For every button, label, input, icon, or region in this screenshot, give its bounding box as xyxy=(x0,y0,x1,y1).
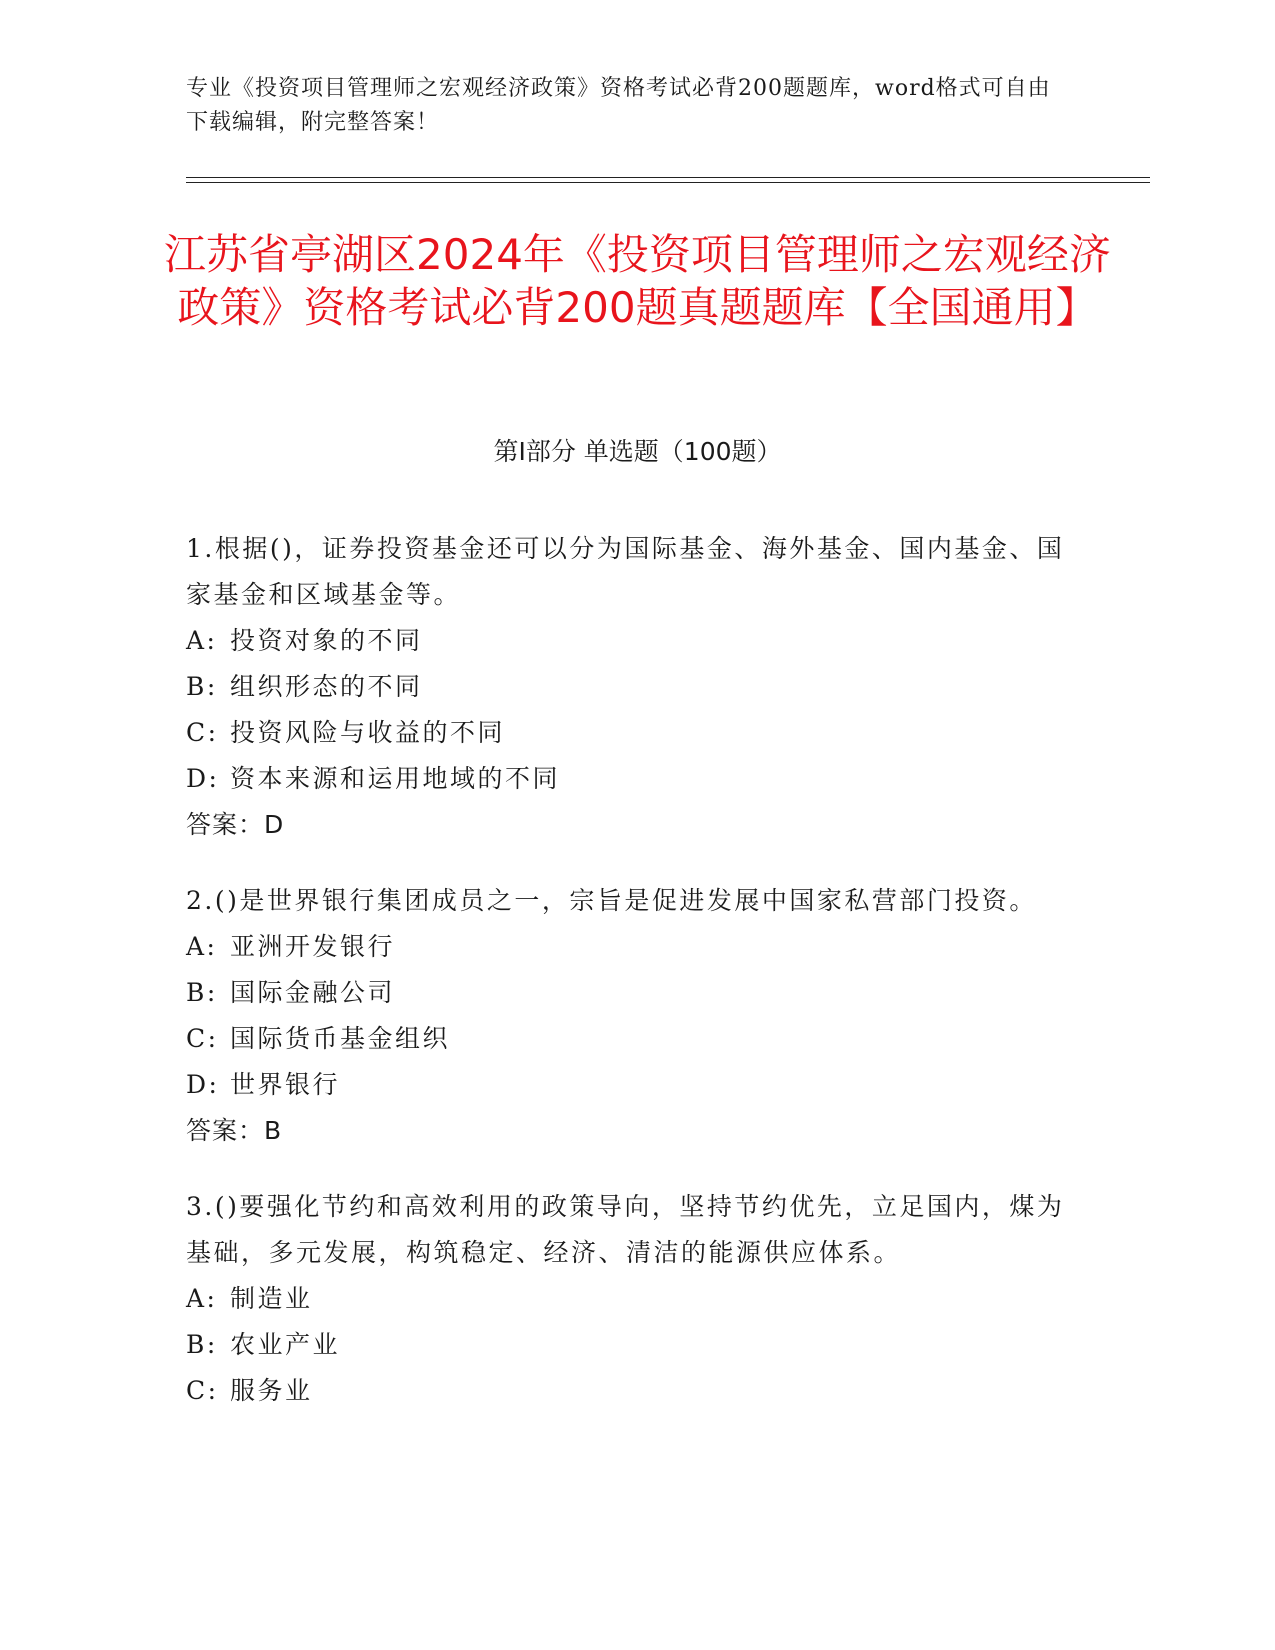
option-b xyxy=(186,664,1066,710)
document-title: 江苏省亭湖区2024年《投资项目管理师之宏观经济政策》资格考试必背200题真题题库【全国通用】 xyxy=(164,230,1111,332)
option-c xyxy=(186,710,1066,756)
option-text: 服务业 xyxy=(230,1376,313,1405)
question-list xyxy=(186,526,1066,1444)
option-letter: C: xyxy=(186,1376,219,1405)
option-letter: C: xyxy=(186,718,219,747)
option-letter: A: xyxy=(186,626,218,655)
question-1 xyxy=(186,526,1066,848)
option-b xyxy=(186,970,1066,1016)
option-letter: D: xyxy=(186,1070,220,1099)
option-text: 国际货币基金组织 xyxy=(230,1024,451,1053)
question-stem: 3.()要强化节约和高效利用的政策导向，坚持节约优先，立足国内，煤为基础，多元发展，构筑稳定、经济、清洁的能源供应体系。 xyxy=(186,1192,1065,1267)
option-a xyxy=(186,924,1066,970)
option-d xyxy=(186,756,1066,802)
question-stem: 1.根据()，证券投资基金还可以分为国际基金、海外基金、国内基金、国家基金和区域基金等。 xyxy=(186,534,1065,609)
question-stem: 2.()是世界银行集团成员之一，宗旨是促进发展中国家私营部门投资。 xyxy=(186,886,1037,915)
answer-line: 答案：D xyxy=(186,810,285,839)
option-text: 投资对象的不同 xyxy=(230,626,423,655)
option-letter: D: xyxy=(186,764,220,793)
section-title: 第Ⅰ部分 单选题（100题） xyxy=(493,437,782,466)
option-text: 制造业 xyxy=(230,1284,313,1313)
option-text: 组织形态的不同 xyxy=(230,672,423,701)
option-letter: B: xyxy=(186,978,218,1007)
option-letter: A: xyxy=(186,1284,218,1313)
option-letter: A: xyxy=(186,932,218,961)
option-d xyxy=(186,1062,1066,1108)
header-divider-top xyxy=(186,177,1150,178)
option-c xyxy=(186,1368,1066,1414)
header-divider-bottom xyxy=(186,182,1150,183)
option-text: 资本来源和运用地域的不同 xyxy=(230,764,561,793)
option-a xyxy=(186,618,1066,664)
answer-line: 答案：B xyxy=(186,1116,283,1145)
option-b xyxy=(186,1322,1066,1368)
question-2 xyxy=(186,878,1066,1154)
option-c xyxy=(186,1016,1066,1062)
option-letter: B: xyxy=(186,672,218,701)
option-letter: B: xyxy=(186,1330,218,1359)
header-note: 专业《投资项目管理师之宏观经济政策》资格考试必背200题题库，word格式可自由下载编辑，附完整答案！ xyxy=(186,76,1051,135)
option-text: 投资风险与收益的不同 xyxy=(230,718,506,747)
option-text: 国际金融公司 xyxy=(230,978,396,1007)
option-letter: C: xyxy=(186,1024,219,1053)
option-text: 亚洲开发银行 xyxy=(230,932,396,961)
option-text: 世界银行 xyxy=(230,1070,341,1099)
option-a xyxy=(186,1276,1066,1322)
question-3 xyxy=(186,1184,1066,1414)
option-text: 农业产业 xyxy=(230,1330,341,1359)
